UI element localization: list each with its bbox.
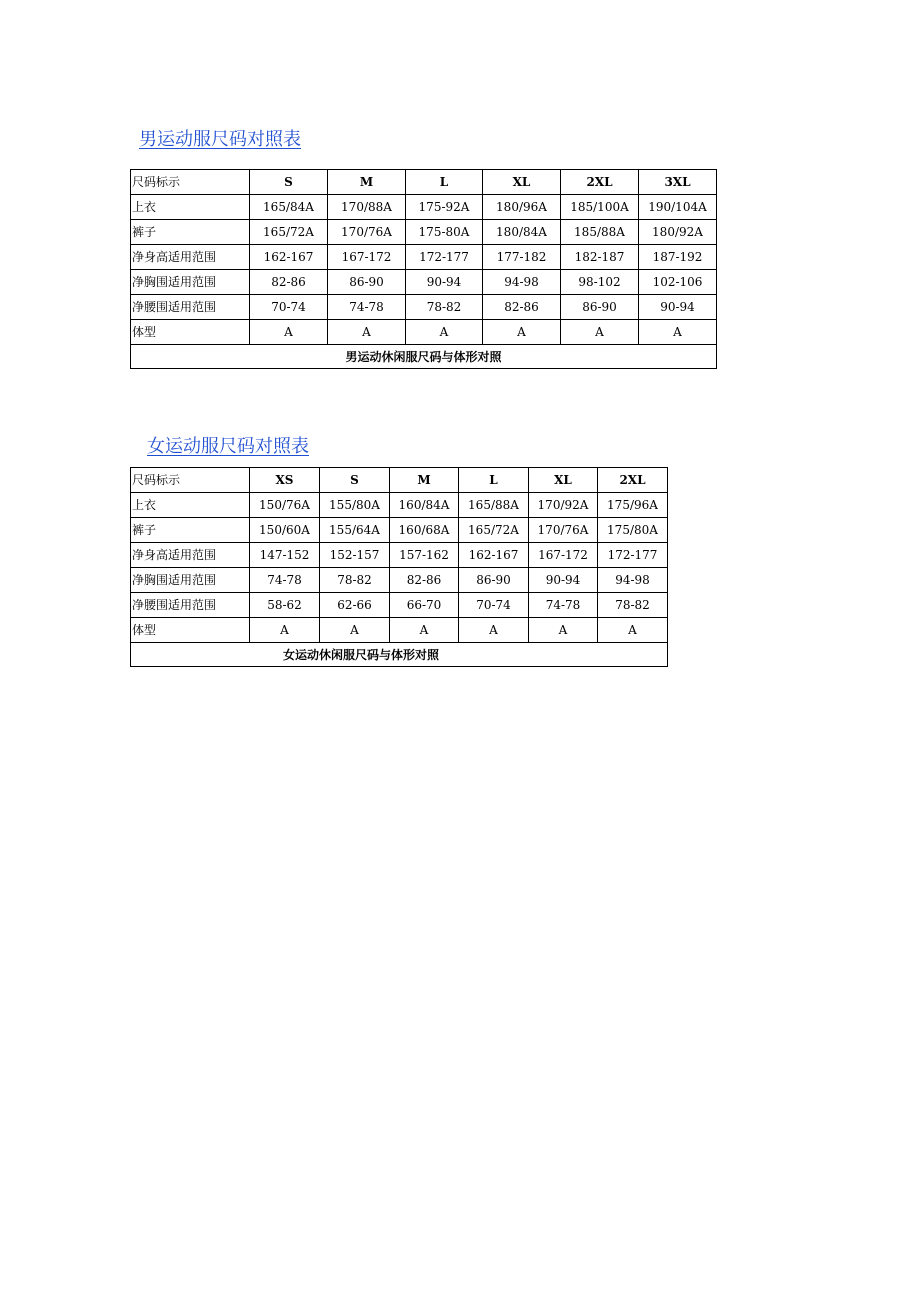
table-row [131, 593, 668, 618]
row-label-cell: 裤子 [131, 518, 250, 543]
table-row [131, 568, 668, 593]
size-header-cell: M [390, 468, 459, 493]
table-row [131, 270, 717, 295]
table-row [131, 618, 668, 643]
header-label-cell: 尺码标示 [131, 170, 250, 195]
table-cell: 180/84A [483, 220, 561, 245]
table-row [131, 493, 668, 518]
table-cell: 94-98 [483, 270, 561, 295]
table-cell: 98-102 [561, 270, 639, 295]
table-cell: 74-78 [328, 295, 406, 320]
table-cell: 147-152 [250, 543, 320, 568]
table-cell: 86-90 [328, 270, 406, 295]
row-label-cell: 净胸围适用范围 [131, 270, 250, 295]
size-header-cell: M [328, 170, 406, 195]
row-label-cell: 净胸围适用范围 [131, 568, 250, 593]
table-cell: 170/76A [529, 518, 598, 543]
table-footer-row [131, 345, 717, 369]
table-cell: 150/60A [250, 518, 320, 543]
table-cell: 102-106 [639, 270, 717, 295]
table-cell: 170/88A [328, 195, 406, 220]
table-cell: 162-167 [250, 245, 328, 270]
size-header-cell: S [320, 468, 390, 493]
table-cell: 172-177 [406, 245, 483, 270]
table-cell: 185/88A [561, 220, 639, 245]
women-chart-title-link[interactable]: 女运动服尺码对照表 [147, 436, 309, 457]
table-cell: 167-172 [529, 543, 598, 568]
table-cell: A [639, 320, 717, 345]
table-header-row [131, 170, 717, 195]
row-label-cell: 净身高适用范围 [131, 543, 250, 568]
size-header-cell: 2XL [598, 468, 668, 493]
table-cell: 86-90 [459, 568, 529, 593]
table-cell: 90-94 [529, 568, 598, 593]
size-header-cell: L [406, 170, 483, 195]
row-label-cell: 体型 [131, 618, 250, 643]
table-cell: A [459, 618, 529, 643]
table-cell: 70-74 [459, 593, 529, 618]
table-cell: 82-86 [483, 295, 561, 320]
table-cell: 90-94 [639, 295, 717, 320]
table-footer-row [131, 643, 668, 667]
table-cell: A [483, 320, 561, 345]
table-row [131, 295, 717, 320]
table-cell: 172-177 [598, 543, 668, 568]
table-cell: 150/76A [250, 493, 320, 518]
table-row [131, 245, 717, 270]
table-cell: 170/92A [529, 493, 598, 518]
table-cell: 155/80A [320, 493, 390, 518]
table-cell: 165/72A [250, 220, 328, 245]
table-cell: 160/68A [390, 518, 459, 543]
table-cell: 170/76A [328, 220, 406, 245]
table-row [131, 320, 717, 345]
row-label-cell: 净身高适用范围 [131, 245, 250, 270]
men-chart-title-link[interactable]: 男运动服尺码对照表 [139, 129, 301, 150]
table-cell: A [250, 320, 328, 345]
size-header-cell: 3XL [639, 170, 717, 195]
table-cell: 175-80A [406, 220, 483, 245]
row-label-cell: 净腰围适用范围 [131, 295, 250, 320]
table-cell: 86-90 [561, 295, 639, 320]
table-cell: 185/100A [561, 195, 639, 220]
table-cell: A [598, 618, 668, 643]
size-header-cell: S [250, 170, 328, 195]
table-cell: 94-98 [598, 568, 668, 593]
row-label-cell: 体型 [131, 320, 250, 345]
table-cell: 175-92A [406, 195, 483, 220]
men-size-table [130, 169, 717, 369]
table-cell: 167-172 [328, 245, 406, 270]
table-cell: 187-192 [639, 245, 717, 270]
table-cell: A [390, 618, 459, 643]
table-cell: 70-74 [250, 295, 328, 320]
table-cell: 74-78 [250, 568, 320, 593]
size-header-cell: 2XL [561, 170, 639, 195]
size-header-cell: XS [250, 468, 320, 493]
table-cell: 58-62 [250, 593, 320, 618]
table-cell: 165/84A [250, 195, 328, 220]
table-cell: 157-162 [390, 543, 459, 568]
table-cell: A [328, 320, 406, 345]
size-header-cell: L [459, 468, 529, 493]
table-row [131, 543, 668, 568]
table-cell: 62-66 [320, 593, 390, 618]
table-cell: A [406, 320, 483, 345]
table-cell: 182-187 [561, 245, 639, 270]
table-cell: 78-82 [320, 568, 390, 593]
table-cell: 165/72A [459, 518, 529, 543]
row-label-cell: 净腰围适用范围 [131, 593, 250, 618]
table-cell: 152-157 [320, 543, 390, 568]
table-row [131, 518, 668, 543]
table-cell: 160/84A [390, 493, 459, 518]
header-label-cell: 尺码标示 [131, 468, 250, 493]
table-cell: 175/80A [598, 518, 668, 543]
table-cell: 177-182 [483, 245, 561, 270]
table-cell: 66-70 [390, 593, 459, 618]
women-size-table [130, 467, 668, 667]
table-footer-caption: 男运动休闲服尺码与体形对照 [131, 345, 717, 369]
size-header-cell: XL [483, 170, 561, 195]
table-cell: 78-82 [598, 593, 668, 618]
table-cell: 190/104A [639, 195, 717, 220]
table-cell: A [250, 618, 320, 643]
table-footer-caption: 女运动休闲服尺码与体形对照 [131, 643, 668, 667]
row-label-cell: 裤子 [131, 220, 250, 245]
table-cell: 162-167 [459, 543, 529, 568]
table-row [131, 220, 717, 245]
table-cell: 82-86 [390, 568, 459, 593]
table-cell: 155/64A [320, 518, 390, 543]
row-label-cell: 上衣 [131, 493, 250, 518]
table-cell: A [561, 320, 639, 345]
table-cell: A [320, 618, 390, 643]
table-cell: 82-86 [250, 270, 328, 295]
table-cell: 175/96A [598, 493, 668, 518]
row-label-cell: 上衣 [131, 195, 250, 220]
table-cell: 180/96A [483, 195, 561, 220]
table-header-row [131, 468, 668, 493]
table-cell: 165/88A [459, 493, 529, 518]
table-cell: 180/92A [639, 220, 717, 245]
table-cell: 78-82 [406, 295, 483, 320]
table-row [131, 195, 717, 220]
table-cell: 90-94 [406, 270, 483, 295]
table-cell: A [529, 618, 598, 643]
size-header-cell: XL [529, 468, 598, 493]
table-cell: 74-78 [529, 593, 598, 618]
